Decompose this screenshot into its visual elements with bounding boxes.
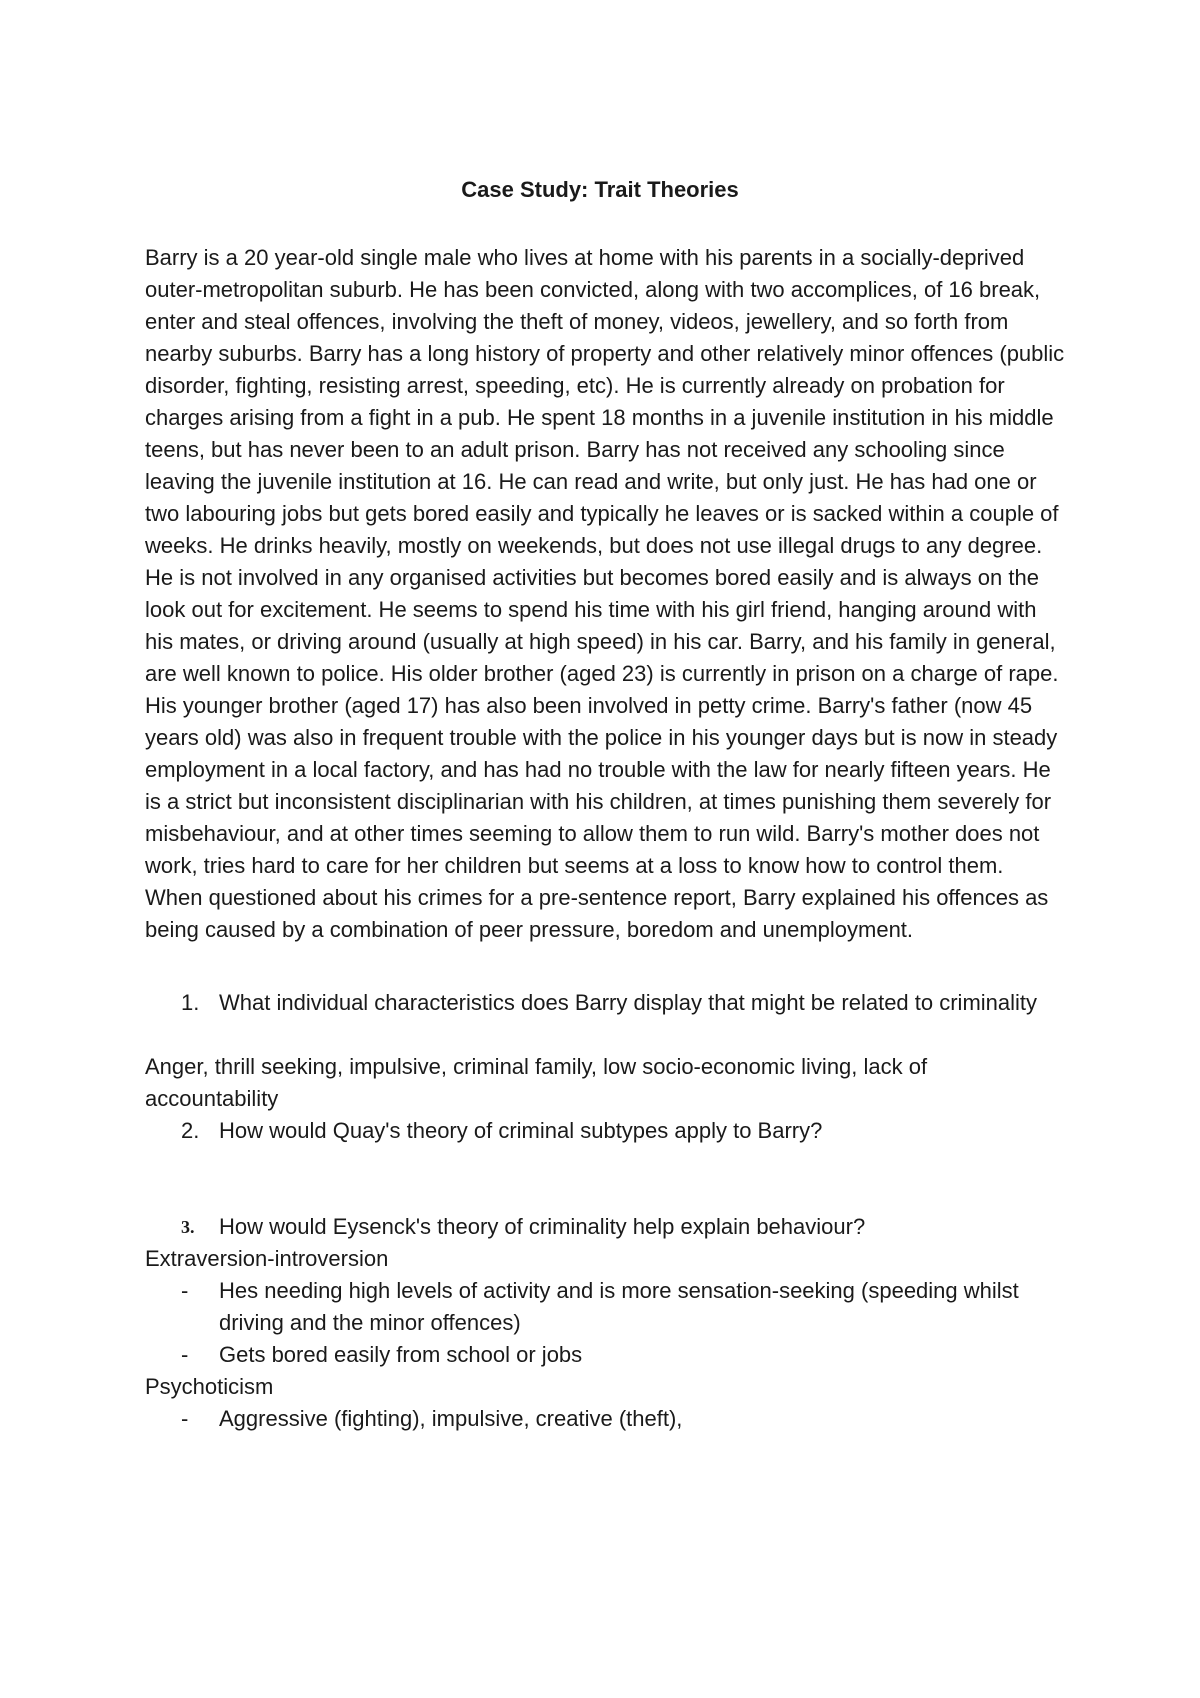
extraversion-bullet-2-text: Gets bored easily from school or jobs: [219, 1342, 583, 1367]
psychoticism-section: [145, 1371, 1065, 1435]
question-1-item: [145, 987, 1065, 1019]
extraversion-bullet-2: [145, 1339, 1065, 1371]
psychoticism-bullet-1: [145, 1403, 1065, 1435]
question-2-item: [145, 1115, 1065, 1147]
question-2: [145, 1115, 1065, 1147]
question-3: [145, 1211, 1065, 1243]
document-title: Case Study: Trait Theories: [461, 177, 739, 202]
question-3-number: 3.: [181, 1217, 195, 1237]
extraversion-bullet-1-text: Hes needing high levels of activity and is more sensation-seeking (speeding whilst driving and the minor offences): [219, 1278, 1019, 1335]
question-2-text: How would Quay's theory of criminal subtypes apply to Barry?: [219, 1118, 823, 1143]
question-2-number: 2.: [181, 1118, 200, 1143]
question-3-item: [145, 1211, 1065, 1243]
question-3-text: How would Eysenck's theory of criminality help explain behaviour?: [219, 1214, 866, 1239]
bullet-dash: -: [181, 1406, 189, 1431]
answer-1-text: Anger, thrill seeking, impulsive, criminal family, low socio-economic living, lack of accountability: [145, 1054, 928, 1111]
psychoticism-heading: Psychoticism: [145, 1374, 274, 1399]
question-1-number: 1.: [181, 990, 200, 1015]
extraversion-bullet-1: [145, 1275, 1065, 1339]
extraversion-heading: Extraversion-introversion: [145, 1246, 389, 1271]
bullet-dash: -: [181, 1278, 189, 1303]
question-1-text: What individual characteristics does Barry display that might be related to criminality: [219, 990, 1038, 1015]
extraversion-section: [145, 1243, 1065, 1371]
question-1: [145, 987, 1065, 1019]
psychoticism-bullet-1-text: Aggressive (fighting), impulsive, creative (theft),: [219, 1406, 683, 1431]
answer-1: [145, 1051, 1065, 1115]
case-description-paragraph: Barry is a 20 year-old single male who lives at home with his parents in a socially-deprived outer-metropolitan suburb. He has been convicted, along with two accomplices, of 16 break, enter and steal offences, involving the theft of money, videos, jewellery, and so forth from nearby suburbs. Barry has a long history of property and other relatively minor offences (public disorder, fighting, resisting arrest, speeding, etc). He is currently already on probation for charges arising from a fight in a pub. He spent 18 months in a juvenile institution in his middle teens, but has never been to an adult prison. Barry has not received any schooling since leaving the juvenile institution at 16. He can read and write, but only just. He has had one or two labouring jobs but gets bored easily and typically he leaves or is sacked within a couple of weeks. He drinks heavily, mostly on weekends, but does not use illegal drugs to any degree. He is not involved in any organised activities but becomes bored easily and is always on the look out for excitement. He seems to spend his time with his girl friend, hanging around with his mates, or driving around (usually at high speed) in his car. Barry, and his family in general, are well known to police. His older brother (aged 23) is currently in prison on a charge of rape. His younger brother (aged 17) has also been involved in petty crime. Barry's father (now 45 years old) was also in frequent trouble with the police in his younger days but is now in steady employment in a local factory, and has had no trouble with the law for nearly fifteen years. He is a strict but inconsistent disciplinarian with his children, at times punishing them severely for misbehaviour, and at other times seeming to allow them to run wild. Barry's mother does not work, tries hard to care for her children but seems at a loss to know how to control them. When questioned about his crimes for a pre-sentence report, Barry explained his offences as being caused by a combination of peer pressure, boredom and unemployment.: [145, 245, 1065, 942]
bullet-dash: -: [181, 1342, 189, 1367]
